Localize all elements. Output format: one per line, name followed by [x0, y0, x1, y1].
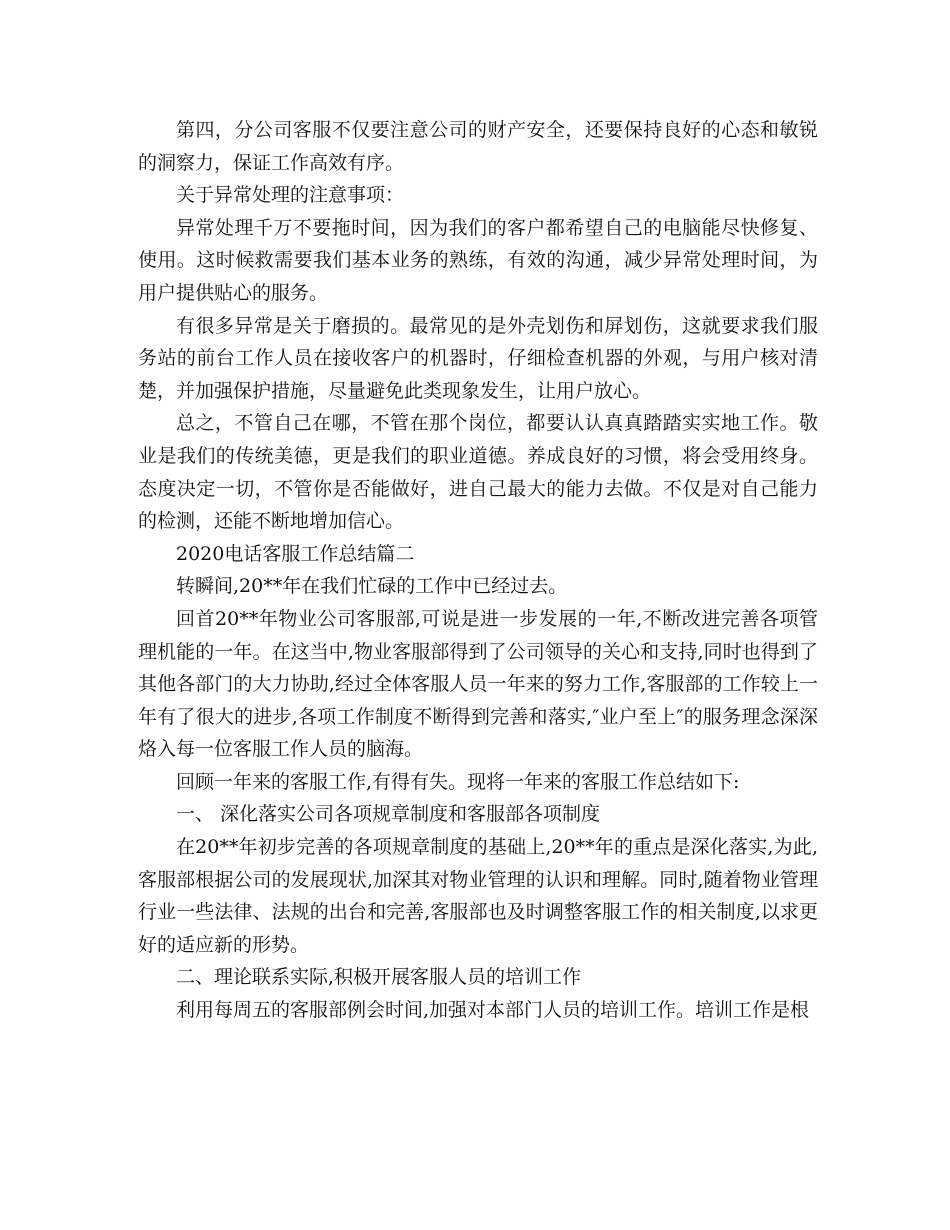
paragraph-2: 关于异常处理的注意事项：: [176, 184, 405, 207]
document-body: [138, 114, 818, 1027]
paragraph-1: 第四，分公司客服不仅要注意公司的财产安全，还要保持良好的心态和敏锐的洞察力，保证工作高效有序。: [138, 119, 818, 174]
section-title: 2020电话客服工作总结篇二: [176, 542, 415, 565]
paragraph-13: 利用每周五的客服部例会时间,加强对本部门人员的培训工作。培训工作是根: [176, 999, 810, 1022]
paragraph-4: 有很多异常是关于磨损的。最常见的是外壳划伤和屏划伤，这就要求我们服务站的前台工作人员在接收客户的机器时，仔细检查机器的外观，与用户核对清楚，并加强保护措施，尽量避免此类现象发生，让用户放心。: [138, 314, 818, 402]
subheading-2: 二、理论联系实际,积极开展客服人员的培训工作: [176, 966, 582, 989]
paragraph-8: 回首20**年物业公司客服部,可说是进一步发展的一年,不断改进完善各项管理机能的一年。在这当中,物业客服部得到了公司领导的关心和支持,同时也得到了其他各部门的大力协助,经过全体客服人员一年来的努力工作,客服部的工作较上一年有了很大的进步,各项工作制度不断得到完善和落实,″业户至上″的服务理念深深烙入每一位客服工作人员的脑海。: [138, 607, 818, 761]
paragraph-5: 总之，不管自己在哪，不管在那个岗位，都要认认真真踏踏实实地工作。敬业是我们的传统美德，更是我们的职业道德。养成良好的习惯，将会受用终身。态度决定一切，不管你是否能做好，进自己最大的能力去做。不仅是对自己能力的检测，还能不断地增加信心。: [138, 412, 818, 533]
subheading-1: 一、 深化落实公司各项规章制度和客服部各项制度: [176, 803, 601, 826]
paragraph-11: 在20**年初步完善的各项规章制度的基础上,20**年的重点是深化落实,为此,客服部根据公司的发展现状,加深其对物业管理的认识和理解。同时,随着物业管理行业一些法律、法规的出台和完善,客服部也及时调整客服工作的相关制度,以求更好的适应新的形势。: [138, 836, 818, 956]
paragraph-7: 转瞬间,20**年在我们忙碌的工作中已经过去。: [176, 575, 568, 598]
paragraph-3: 异常处理千万不要拖时间，因为我们的客户都希望自己的电脑能尽快修复、使用。这时候救需要我们基本业务的熟练，有效的沟通，减少异常处理时间，为用户提供贴心的服务。: [138, 216, 818, 304]
paragraph-9: 回顾一年来的客服工作,有得有失。现将一年来的客服工作总结如下:: [176, 770, 740, 793]
